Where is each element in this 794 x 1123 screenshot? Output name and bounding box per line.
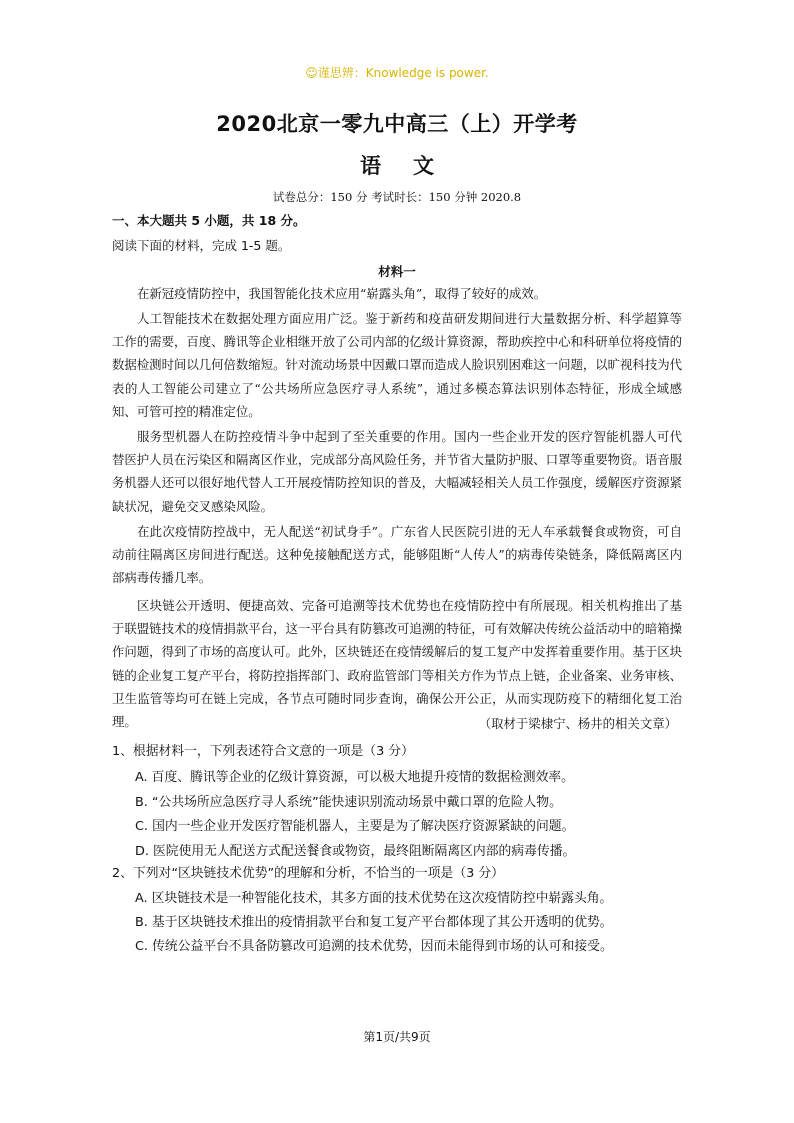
material-paragraph-4: 在此次疫情防控战中，无人配送“初试身手”。广东省人民医院引进的无人车承载餐食或物资，可自动前往隔离区房间进行配送。这种免接触配送方式，能够阻断“人传人”的病毒传染链条，降低隔离区内部病毒传播几率。 xyxy=(112,524,682,586)
question-2-stem: 2、下列对“区块链技术优势”的理解和分析，不恰当的一项是（3 分） xyxy=(112,866,504,881)
material-source: （取材于梁棣宁、杨井的相关文章） xyxy=(478,716,677,731)
question-1-option-a: A. 百度、腾讯等企业的亿级计算资源，可以极大地提升疫情的数据检测效率。 xyxy=(135,770,574,785)
question-1-option-c: C. 国内一些企业开发医疗智能机器人，主要是为了解决医疗资源紧缺的问题。 xyxy=(135,819,575,834)
question-1-option-b: B. “公共场所应急医疗寻人系统”能快速识别流动场景中戴口罩的危险人物。 xyxy=(135,795,562,810)
question-1-option-d: D. 医院使用无人配送方式配送餐食或物资，最终阻断隔离区内部的病毒传播。 xyxy=(135,844,576,859)
question-2-option-a: A. 区块链技术是一种智能化技术，其多方面的技术优势在这次疫情防控中崭露头角。 xyxy=(135,891,613,906)
question-1-stem: 1、根据材料一，下列表述符合文意的一项是（3 分） xyxy=(112,744,414,759)
subject-heading: 语文 xyxy=(360,154,466,178)
watermark: ☺谨思辨：Knowledge is power. xyxy=(305,66,489,80)
section-heading: 一、本大题共 5 小题，共 18 分。 xyxy=(112,213,306,228)
exam-meta: 试卷总分：150 分 考试时长：150 分钟 2020.8 xyxy=(272,190,522,204)
material-paragraph-1: 在新冠疫情防控中，我国智能化技术应用“崭露头角”，取得了较好的成效。 xyxy=(137,286,547,301)
material-paragraph-2: 人工智能技术在数据处理方面应用广泛。鉴于新药和疫苗研发期间进行大量数据分析、科学超算等工作的需要，百度、腾讯等企业相继开放了公司内部的亿级计算资源，帮助疾控中心和科研单位将疫情的数据检测时间以几何倍数缩短。针对流动场景中因戴口罩而造成人脸识别困难这一问题，以旷视科技为代表的人工智能公司建立了“公共场所应急医疗寻人系统”，通过多模态算法识别体态特征，形成全域感知、可管可控的精准定位。 xyxy=(112,311,682,419)
question-2-option-b: B. 基于区块链技术推出的疫情捐款平台和复工复产平台都体现了其公开透明的优势。 xyxy=(135,915,613,930)
exam-title: 2020北京一零九中高三（上）开学考 xyxy=(216,112,578,136)
material-paragraph-3: 服务型机器人在防控疫情斗争中起到了至关重要的作用。国内一些企业开发的医疗智能机器人可代替医护人员在污染区和隔离区作业，完成部分高风险任务，并节省大量防护服、口罩等重要物资。语音服务机器人还可以很好地代替人工开展疫情防控知识的普及，大幅减轻相关人员工作强度，缓解医疗资源紧缺状况，避免交叉感染风险。 xyxy=(112,429,682,514)
material-title: 材料一 xyxy=(378,264,416,279)
section-intro: 阅读下面的材料，完成 1-5 题。 xyxy=(112,238,291,253)
page-footer: 第1页/共9页 xyxy=(363,1030,431,1044)
question-2-option-c: C. 传统公益平台不具备防篡改可追溯的技术优势，因而未能得到市场的认可和接受。 xyxy=(135,939,613,954)
material-paragraph-5: 区块链公开透明、便捷高效、完备可追溯等技术优势也在疫情防控中有所展现。相关机构推出了基于联盟链技术的疫情捐款平台，这一平台具有防篡改可追溯的特征，可有效解决传统公益活动中的暗箱操作问题，得到了市场的高度认可。此外，区块链还在疫情缓解后的复工复产中发挥着重要作用。基于区块链的企业复工复产平台，将防控指挥部门、政府监管部门等相关方作为节点上链，企业备案、业务审核、卫生监管等均可在链上完成，各节点可随时同步查询，确保公开公正，从而实现防疫下的精细化复工治理。 xyxy=(112,598,682,730)
